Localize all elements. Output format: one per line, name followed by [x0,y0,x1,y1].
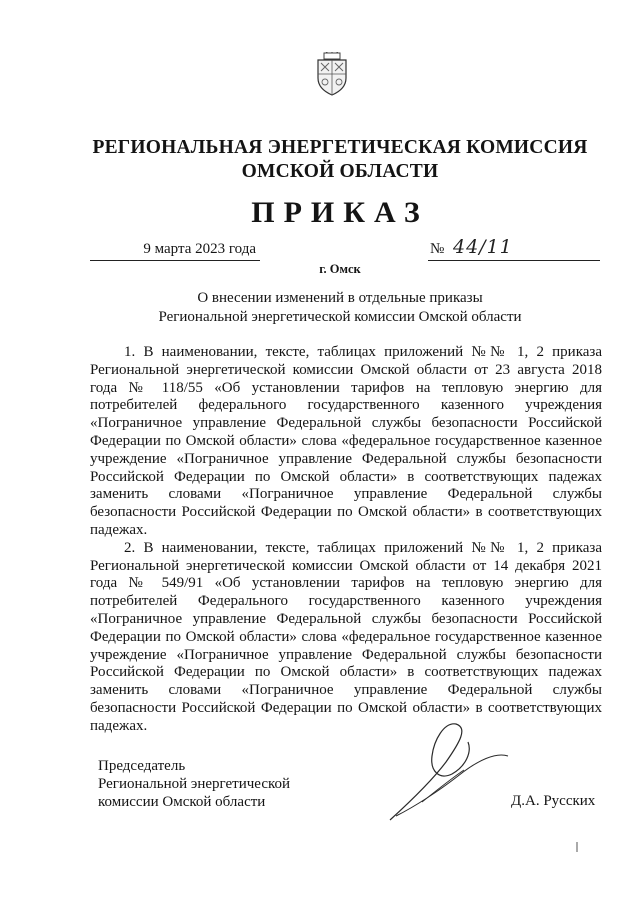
order-number-label: № [430,241,445,257]
subject-line1: О внесении изменений в отдельные приказы [197,290,483,306]
city: г. Омск [319,262,361,276]
order-number-handwritten: 44/11 [453,236,513,258]
signatory-position-line1: Председатель [98,758,186,774]
coat-of-arms-emblem [315,52,349,96]
subject-line2: Региональной энергетической комиссии Омской области [158,308,522,325]
document-type-title: ПРИКАЗ [251,196,429,229]
order-date: 9 марта 2023 года [143,241,256,257]
number-underline [428,260,600,261]
organization-name-line2: ОМСКОЙ ОБЛАСТИ [241,161,439,182]
margin-mark [574,842,580,852]
signatory-position-line2: Региональной энергетической [98,775,291,792]
body-paragraph-1: 1. В наименовании, тексте, таблицах приложений №№ 1, 2 приказа Региональной энергетической комиссии Омской области от 23 августа 2018 года № 118/55 «Об установлении тарифов на тепловую энергию для потребителей федерального государственного казенного учреждения «Пограничное управление Федеральной службы безопасности Российской Федерации по Омской области» слова «федеральное государственное казенное учреждение «Пограничное управление Федеральной службы безопасности Российской Федерации по Омской области» в соответствующих падежах заменить словами «Пограничное управление Федеральной службы безопасности Российской Федерации по Омской области» в соответствующих падежах. [90,344,602,538]
date-underline [90,260,260,261]
order-subject [60,289,620,326]
signatory-name: Д.А. Русских [511,793,596,809]
body-paragraph-2: 2. В наименовании, тексте, таблицах приложений №№ 1, 2 приказа Региональной энергетической комиссии Омской области от 14 декабря 2021 года № 549/91 «Об установлении тарифов на тепловую энергию для потребителей Федерального государственного казенного учреждения «Пограничное управление Федеральной службы безопасности Российской Федерации по Омской области» слова «федеральное государственное казенное учреждение «Пограничное управление Федеральной службы безопасности Российской Федерации по Омской области» в соответствующих падежах заменить словами «Пограничное управление Федеральной службы безопасности Российской Федерации по Омской области» в соответствующих падежах. [90,539,602,734]
organization-name-line1: РЕГИОНАЛЬНАЯ ЭНЕРГЕТИЧЕСКАЯ КОМИССИЯ [92,137,588,158]
signatory-position [98,758,290,811]
order-body [90,344,602,736]
signatory-position-line3: комиссии Омской области [98,793,266,810]
